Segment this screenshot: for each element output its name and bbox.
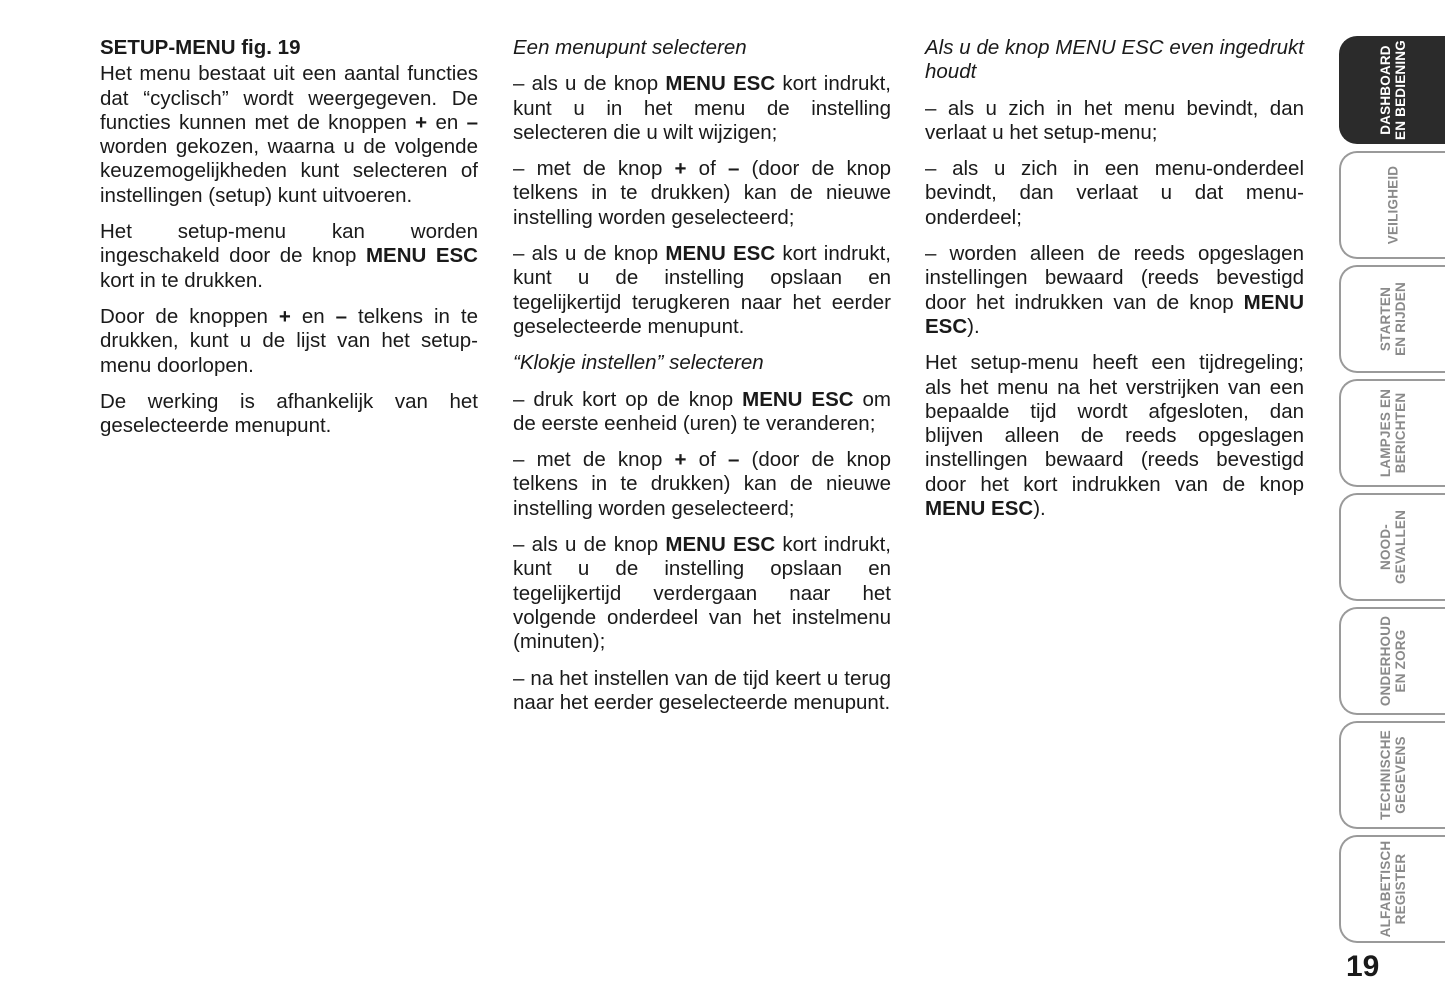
text: telkens in te drukken, kunt u de lijst van het setup-menu doorlopen. (100, 304, 478, 377)
text: kort in te drukken. (100, 268, 263, 292)
tab-veiligheid[interactable] (1339, 151, 1445, 259)
text: ). (1033, 497, 1046, 521)
tab-dashboard-en-bediening[interactable] (1339, 36, 1445, 144)
page-number: 19 (1346, 950, 1380, 983)
column-2 (513, 36, 891, 727)
paragraph (513, 242, 891, 339)
text: Het menu bestaat uit een aantal functies dat “cyclisch” wordt weergegeven. De functies kunnen met de knoppen (100, 62, 478, 134)
tab-lampjes-en-berichten[interactable] (1339, 379, 1445, 487)
column-1 (100, 36, 478, 450)
text: (door de knop telkens in te drukken) kan de nieuwe instelling worden geselecteerd; (513, 448, 891, 520)
tab-label: DASHBOARD EN BEDIENING (1378, 40, 1408, 140)
tab-label: STARTEN EN RIJDEN (1378, 282, 1408, 356)
text: en (290, 304, 336, 328)
menu-esc-key: MENU ESC (665, 533, 776, 557)
tab-label: NOOD- GEVALLEN (1378, 509, 1408, 585)
text: of (686, 157, 728, 181)
text: om de eerste eenheid (uren) te veranderen; (513, 387, 891, 435)
text: Door de knoppen (100, 304, 279, 328)
paragraph (100, 305, 478, 378)
plus-key: + (278, 304, 291, 328)
menu-esc-key: MENU ESC (665, 242, 776, 266)
menu-esc-key: MENU ESC (925, 497, 1034, 521)
paragraph (925, 351, 1304, 521)
plus-key: + (674, 448, 687, 472)
plus-key: + (415, 110, 428, 134)
minus-key: – (335, 304, 348, 328)
text: en (427, 110, 467, 134)
text: Het setup-menu kan worden ingeschakeld door de knop (100, 220, 478, 268)
tab-label: ALFABETISCH REGISTER (1378, 840, 1408, 938)
text: – als u de knop (513, 72, 666, 96)
subheading: Een menupunt selecteren (513, 36, 747, 59)
menu-esc-key: MENU ESC (742, 387, 854, 411)
tab-onderhoud-en-zorg[interactable] (1339, 607, 1445, 715)
paragraph: De werking is afhankelijk van het geselecteerde menupunt. (100, 389, 478, 438)
text: of (686, 448, 728, 472)
text: – worden alleen de reeds opgeslagen instellingen bewaard (reeds bevestigd door het indrukken van de knop (925, 242, 1304, 314)
menu-esc-key: MENU ESC (925, 290, 1304, 338)
minus-key: – (466, 110, 478, 134)
paragraph (100, 62, 478, 208)
text: – druk kort op de knop (513, 387, 743, 411)
text: – als u de knop (513, 533, 666, 557)
text: – met de knop (513, 448, 675, 472)
tab-noodgevallen[interactable] (1339, 493, 1445, 601)
text: kort indrukt, kunt u de instelling opslaan en tegelijkertijd terugkeren naar het eerder geselecteerde menupunt. (513, 242, 891, 338)
tab-label: ONDERHOUD EN ZORG (1378, 615, 1408, 707)
paragraph (513, 157, 891, 230)
paragraph (513, 533, 891, 654)
tab-starten-en-rijden[interactable] (1339, 265, 1445, 373)
subheading: Als u de knop MENU ESC even ingedrukt houdt (925, 36, 1304, 84)
section-heading: SETUP-MENU fig. 19 (100, 36, 301, 59)
tab-technische-gegevens[interactable] (1339, 721, 1445, 829)
text: kort indrukt, kunt u de instelling opslaan en tegelijkertijd verdergaan naar het volgende onderdeel van het instelmenu (minuten); (513, 533, 891, 654)
text: kort indrukt, kunt u in het menu de instelling selecteren die u wilt wijzigen; (513, 72, 891, 144)
minus-key: – (727, 157, 740, 181)
paragraph: – als u zich in een menu-onderdeel bevindt, dan verlaat u dat menu-onderdeel; (925, 157, 1304, 229)
tab-label: LAMPJES EN BERICHTEN (1378, 388, 1408, 478)
plus-key: + (674, 157, 687, 181)
text: – als u de knop (513, 242, 666, 266)
menu-esc-key: MENU ESC (365, 244, 478, 268)
subheading: “Klokje instellen” selecteren (513, 351, 764, 375)
paragraph (925, 242, 1304, 339)
tab-label: TECHNISCHE GEGEVENS (1378, 730, 1408, 820)
paragraph: – als u zich in het menu bevindt, dan verlaat u het setup-menu; (925, 96, 1304, 144)
paragraph (513, 72, 891, 145)
minus-key: – (727, 448, 740, 472)
paragraph (513, 388, 891, 437)
paragraph (100, 220, 478, 293)
text: (door de knop telkens in te drukken) kan de nieuwe instelling worden geselecteerd; (513, 157, 891, 229)
text: ). (967, 314, 980, 338)
text: – met de knop (513, 157, 675, 181)
menu-esc-key: MENU ESC (665, 72, 776, 96)
tab-alfabetisch-register[interactable] (1339, 835, 1445, 943)
column-3 (925, 36, 1304, 533)
text: Het setup-menu heeft een tijdregeling; als het menu na het verstrijken van een bepaalde tijd wordt afgesloten, dan blijven alleen de reeds opgeslagen instellingen bewaard (reeds bevestigd door het kort indrukken van de knop (925, 351, 1304, 496)
paragraph (513, 448, 891, 521)
tab-label: VEILIGHEID (1385, 165, 1401, 245)
paragraph: – na het instellen van de tijd keert u terug naar het eerder geselecteerde menupunt. (513, 666, 891, 714)
text: worden gekozen, waarna u de volgende keuzemogelijkheden kunt selecteren of instellingen (setup) kunt uitvoeren. (100, 135, 478, 207)
